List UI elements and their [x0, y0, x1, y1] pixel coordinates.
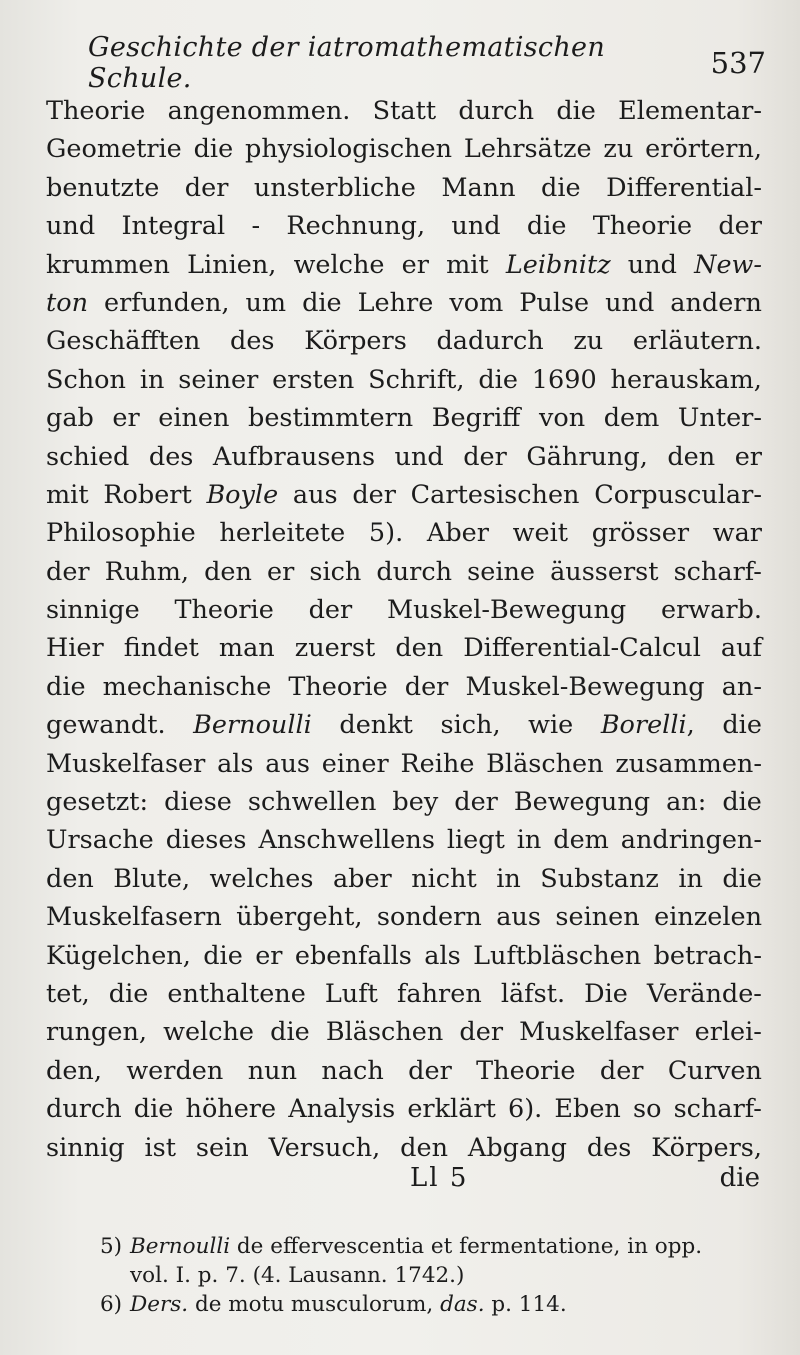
word: Elementar- — [618, 96, 762, 126]
word: dem — [603, 403, 660, 434]
word: Ursache — [46, 825, 154, 856]
word: Muskel-Bewegung — [387, 595, 627, 626]
word: als — [424, 940, 461, 971]
word: Bläschen — [486, 748, 604, 779]
text-line — [46, 399, 762, 437]
word: der — [352, 479, 396, 510]
footnote-text: Bernoulli de effervescentia et fermentatione, in opp. vol. I. p. 7. (4. Lausann. 1742.) — [130, 1234, 703, 1288]
word: Die — [584, 978, 628, 1009]
word: man — [218, 633, 275, 664]
word: so — [633, 1094, 662, 1125]
word: Theorie — [46, 96, 146, 126]
word: er — [255, 940, 283, 971]
text-line — [46, 284, 762, 322]
word: durch — [376, 556, 453, 587]
word: Blute, — [113, 863, 191, 894]
word: weit — [512, 518, 568, 549]
word: aus — [292, 479, 338, 510]
word: Theorie — [288, 671, 388, 702]
word: Curven — [667, 1055, 762, 1086]
word: und — [394, 441, 444, 472]
word: Substanz — [540, 863, 659, 894]
word: enthaltene — [167, 978, 306, 1009]
word: seiner — [178, 364, 259, 395]
word: Gährung, — [526, 441, 648, 472]
word: und — [627, 249, 677, 280]
word: Körpers — [304, 326, 407, 357]
word: Bläschen — [325, 1017, 444, 1048]
word: sinnige — [46, 595, 140, 626]
word: zu — [603, 134, 634, 165]
word: sinnig — [46, 1132, 125, 1163]
word: schied — [46, 441, 130, 472]
word: Bernoulli — [193, 710, 312, 741]
word: von — [538, 403, 586, 434]
footnote-text: Ders. de motu musculorum, das. p. 114. — [130, 1292, 567, 1317]
word: der — [184, 172, 229, 203]
word: dadurch — [436, 326, 544, 357]
word: dieses — [165, 825, 247, 856]
text-line — [46, 169, 762, 207]
signature-row — [0, 1163, 800, 1203]
body-text — [46, 92, 762, 1167]
text-line — [46, 553, 762, 591]
text-line — [46, 668, 762, 706]
word: der — [599, 1055, 644, 1086]
word: die — [722, 710, 762, 741]
word: Mann — [441, 172, 516, 203]
word: Körpers, — [651, 1132, 762, 1163]
word: Linien, — [187, 249, 277, 280]
word: durch — [458, 96, 535, 126]
word: in — [516, 825, 542, 856]
word: denkt — [339, 710, 413, 741]
word: tet, — [46, 978, 90, 1009]
text-line — [46, 1090, 762, 1128]
word: zuerst — [294, 633, 376, 664]
word: in — [678, 863, 703, 894]
word: seine — [467, 556, 536, 587]
word: höhere — [185, 1094, 277, 1125]
word: Leibnitz — [505, 249, 611, 280]
word: sondern — [376, 902, 482, 933]
word: werden — [126, 1055, 224, 1086]
word: Hier — [46, 633, 104, 664]
catchword: die — [719, 1163, 760, 1193]
word: Lehre — [357, 287, 434, 318]
word: liegt — [446, 825, 505, 856]
word: erläutern. — [632, 326, 762, 357]
word: vom — [449, 287, 504, 318]
text-line — [46, 476, 762, 514]
word: Philosophie — [46, 518, 196, 549]
text-line — [46, 937, 762, 975]
word: 6). — [507, 1094, 543, 1125]
word: Pulse — [519, 287, 590, 318]
text-line — [46, 361, 762, 399]
word: als — [217, 748, 254, 779]
word: ton — [46, 287, 89, 318]
word: betrach- — [653, 940, 762, 971]
word: gesetzt: — [46, 787, 149, 818]
word: Theorie — [174, 595, 274, 626]
word: Bewegung — [513, 787, 651, 818]
word: die — [478, 364, 518, 395]
text-line — [46, 860, 762, 898]
word: Differential-Calcul — [463, 633, 701, 664]
word: benutzte — [46, 172, 160, 203]
word: welche — [293, 249, 385, 280]
word: herauskam, — [610, 364, 762, 395]
word: wie — [528, 710, 574, 741]
word: übergeht, — [236, 902, 363, 933]
text-line — [46, 438, 762, 476]
word: Rechnung, — [286, 211, 426, 242]
word: Eben — [554, 1094, 621, 1125]
word: und — [451, 211, 501, 242]
word: dem — [553, 825, 609, 856]
word: an- — [721, 671, 762, 702]
text-line — [46, 130, 762, 168]
word: welche — [163, 1017, 254, 1048]
word: Schon — [46, 364, 126, 395]
word: Reihe — [400, 748, 475, 779]
word: der — [404, 671, 449, 702]
word: grösser — [591, 518, 690, 549]
word: andern — [670, 287, 762, 318]
word: Cartesischen — [410, 479, 580, 510]
text-line — [46, 1052, 762, 1090]
word: Geschäfften — [46, 326, 201, 357]
word: Integral — [121, 211, 226, 242]
word: erfunden, — [104, 287, 230, 318]
word: Analysis — [288, 1094, 396, 1125]
word: ersten — [272, 364, 355, 395]
word: findet — [123, 633, 199, 664]
word: den — [395, 633, 444, 664]
word: äusserst — [550, 556, 659, 587]
text-line — [46, 783, 762, 821]
word: die — [133, 1094, 174, 1125]
word: zu — [573, 326, 604, 357]
word: der — [454, 787, 498, 818]
word: die — [270, 1017, 310, 1048]
word: läfst. — [500, 978, 566, 1009]
word: ist — [144, 1132, 176, 1163]
word: war — [712, 518, 762, 549]
word: durch — [46, 1094, 122, 1125]
text-line — [46, 975, 762, 1013]
word: Muskelfasern — [46, 902, 222, 933]
word: diese — [164, 787, 232, 818]
word: erklärt — [407, 1094, 496, 1125]
word: des — [586, 1132, 632, 1163]
word: der — [463, 441, 507, 472]
word: fahren — [396, 978, 482, 1009]
word: Statt — [372, 96, 437, 126]
word: die — [108, 978, 149, 1009]
word: der — [46, 556, 90, 587]
word: Muskel-Bewegung — [465, 671, 705, 702]
word: um — [245, 287, 287, 318]
word: der — [459, 1017, 504, 1048]
word: Abgang — [467, 1132, 567, 1163]
text-line — [46, 92, 762, 130]
word: nach — [321, 1055, 384, 1086]
word: erlei- — [694, 1017, 762, 1048]
word: Aber — [426, 518, 489, 549]
text-line — [46, 898, 762, 936]
word: Muskelfaser — [46, 748, 206, 779]
word: Geometrie — [46, 134, 182, 165]
word: herleitete — [219, 518, 346, 549]
text-line — [46, 514, 762, 552]
word: an: — [666, 787, 707, 818]
footnotes — [100, 1232, 765, 1319]
word: die — [193, 134, 234, 165]
word: sich, — [440, 710, 501, 741]
text-line — [46, 821, 762, 859]
word: Corpuscular- — [594, 479, 762, 510]
word: Theorie — [476, 1055, 576, 1086]
word: Boyle — [206, 479, 279, 510]
word: der — [308, 595, 353, 626]
word: - — [251, 211, 261, 242]
word: auf — [720, 633, 762, 664]
text-line — [46, 591, 762, 629]
word: Versuch, — [268, 1132, 381, 1163]
word: nicht — [411, 863, 477, 894]
word: 1690 — [531, 364, 597, 395]
word: gewandt. — [46, 710, 166, 741]
word: zusammen- — [615, 748, 762, 779]
word: einer — [321, 748, 389, 779]
text-line — [46, 322, 762, 360]
word: die — [556, 96, 596, 126]
word: die — [722, 787, 762, 818]
word: Begriff — [431, 403, 521, 434]
word: aus — [265, 748, 310, 779]
text-line — [46, 1129, 762, 1167]
word: New- — [694, 249, 762, 280]
word: rungen, — [46, 1017, 147, 1048]
word: seinen — [555, 902, 640, 933]
word: des — [230, 326, 275, 357]
word: Muskelfaser — [519, 1017, 679, 1048]
word: der — [718, 211, 762, 242]
word: aber — [332, 863, 392, 894]
word: des — [148, 441, 194, 472]
word: Verände- — [646, 978, 762, 1009]
word: erörtern, — [645, 134, 762, 165]
word: scharf- — [673, 1094, 762, 1125]
word: schwellen — [247, 787, 377, 818]
word: Anschwellens — [258, 825, 435, 856]
word: gab — [46, 403, 94, 434]
word: er — [267, 556, 295, 587]
word: einzelen — [654, 902, 762, 933]
word: den — [46, 863, 94, 894]
word: die — [302, 287, 342, 318]
word: nun — [247, 1055, 297, 1086]
word: den — [667, 441, 716, 472]
text-line — [46, 1013, 762, 1051]
page-number: 537 — [710, 46, 766, 80]
word: die — [541, 172, 581, 203]
running-title: Geschichte der iatromathematischen Schule. — [88, 32, 606, 94]
word: krummen — [46, 249, 170, 280]
word: scharf- — [673, 556, 762, 587]
word: Robert — [103, 479, 192, 510]
footnote — [100, 1290, 765, 1319]
footnote-number: 6) — [100, 1292, 123, 1317]
word: er — [734, 441, 762, 472]
word: ebenfalls — [294, 940, 412, 971]
word: bestimmtern — [248, 403, 414, 434]
word: bey — [392, 787, 439, 818]
word: die — [526, 211, 567, 242]
word: in — [496, 863, 521, 894]
word: Differential- — [606, 172, 762, 203]
word: den — [400, 1132, 448, 1163]
word: die — [203, 940, 243, 971]
word: er — [401, 249, 429, 280]
word: den — [204, 556, 252, 587]
word: sein — [195, 1132, 249, 1163]
text-line — [46, 207, 762, 245]
word: mit — [46, 479, 89, 510]
word: physiologischen — [245, 134, 453, 165]
word: aus — [496, 902, 541, 933]
word: andringen- — [620, 825, 762, 856]
word: Unter- — [677, 403, 762, 434]
word: die — [722, 863, 762, 894]
word: Kügelchen, — [46, 940, 191, 971]
word: Aufbrausens — [212, 441, 376, 472]
word: Borelli, — [600, 710, 695, 741]
word: Luftbläschen — [473, 940, 642, 971]
word: und — [46, 211, 96, 242]
footnote — [100, 1232, 765, 1290]
word: Luft — [324, 978, 378, 1009]
text-line — [46, 629, 762, 667]
word: mit — [446, 249, 489, 280]
word: Ruhm, — [104, 556, 190, 587]
signature-mark: Ll 5 — [410, 1163, 469, 1193]
word: Schrift, — [368, 364, 465, 395]
word: mechanische — [102, 671, 272, 702]
word: den, — [46, 1055, 102, 1086]
text-line — [46, 706, 762, 744]
text-line — [46, 745, 762, 783]
word: welches — [209, 863, 314, 894]
running-header — [88, 32, 766, 94]
word: die — [46, 671, 86, 702]
text-line — [46, 246, 762, 284]
footnote-number: 5) — [100, 1234, 123, 1259]
word: unsterbliche — [253, 172, 416, 203]
word: sich — [309, 556, 362, 587]
word: Lehrsätze — [463, 134, 592, 165]
word: angenommen. — [167, 96, 351, 126]
word: in — [139, 364, 165, 395]
word: der — [408, 1055, 452, 1086]
word: Theorie — [592, 211, 693, 242]
word: einen — [158, 403, 230, 434]
word: und — [605, 287, 655, 318]
word: erwarb. — [661, 595, 762, 626]
word: er — [112, 403, 140, 434]
word: 5). — [368, 518, 404, 549]
